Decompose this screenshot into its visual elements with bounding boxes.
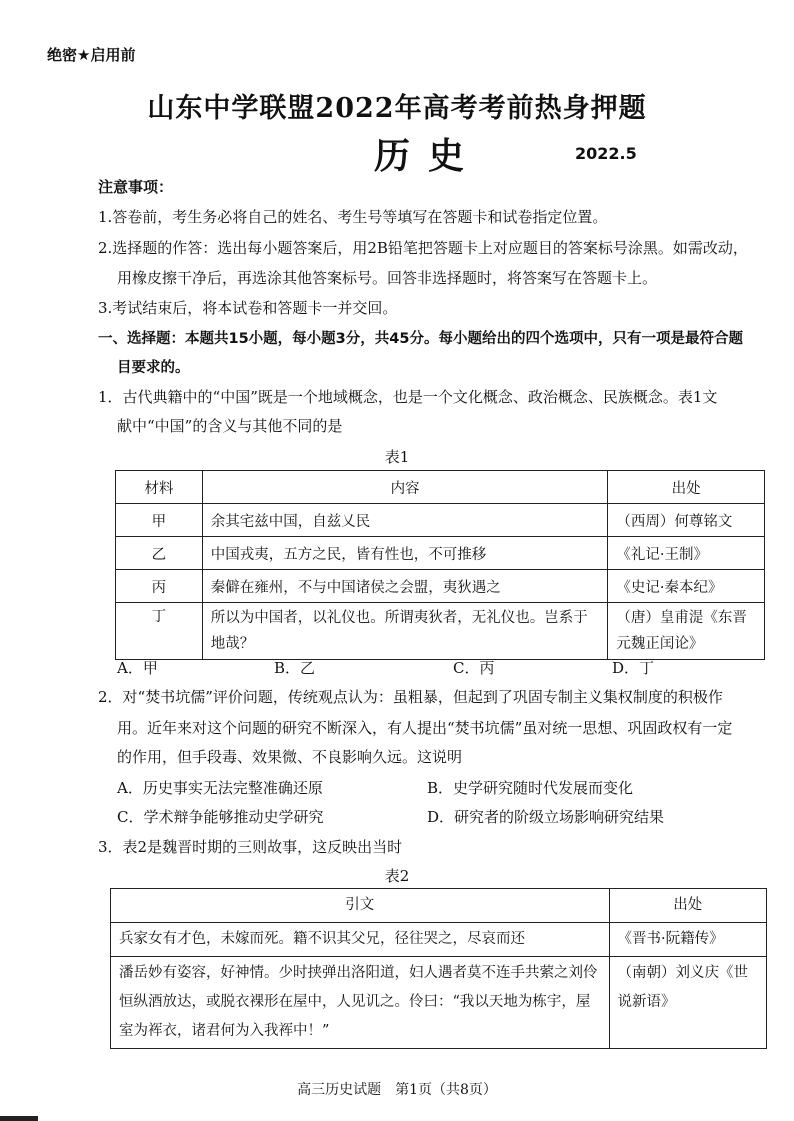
section-heading-cont: 目要求的。: [117, 360, 190, 376]
table-header: 内容: [202, 471, 608, 504]
row-label: 甲: [116, 504, 203, 537]
question-2-stem-cont: 的作用，但手段毒、效果微、不良影响久远。这说明: [117, 748, 463, 766]
exam-date: 2022.5: [575, 144, 637, 163]
row-source: 《晋书·阮籍传》: [609, 923, 766, 957]
notice-line: 2.选择题的作答：选出每小题答案后，用2B铅笔把答题卡上对应题目的答案标号涂黑。如需改动，: [98, 239, 748, 257]
table-header: 引文: [111, 889, 610, 923]
row-quote: 潘岳妙有姿容，好神情。少时挟弹出洛阳道，妇人遇者莫不连手共萦之刘伶恒纵酒放达，或脱衣裸形在屋中，人见讥之。伶曰：“我以天地为栋宇，屋室为裈衣，诸君何为入我裈中！”: [111, 957, 610, 1049]
table-2-caption: 表2: [384, 867, 410, 885]
row-quote: 兵家女有才色，未嫁而死。籍不识其父兄，径往哭之，尽哀而还: [111, 923, 610, 957]
option-b: B．史学研究随时代发展而变化: [427, 779, 634, 797]
table-row: [111, 923, 767, 957]
table-2: [110, 888, 767, 1049]
exam-title: 山东中学联盟2022年高考考前热身押题: [147, 93, 647, 124]
table-header: 出处: [608, 471, 765, 504]
row-content: 秦僻在雍州，不与中国诸侯之会盟，夷狄遇之: [202, 570, 608, 603]
question-3-stem: 3．表2是魏晋时期的三则故事，这反映出当时: [98, 838, 403, 856]
row-content: 余其宅兹中国，自兹乂民: [202, 504, 608, 537]
section-heading: 一、选择题：本题共15小题，每小题3分，共45分。每小题给出的四个选项中，只有一项是最符合题: [98, 331, 743, 347]
row-source: （唐）皇甫湜《东晋元魏正闰论》: [608, 603, 765, 660]
row-source: 《史记·秦本纪》: [608, 570, 765, 603]
option-b: B．乙: [274, 659, 316, 677]
option-a: A．甲: [117, 659, 158, 677]
table-1-caption: 表1: [384, 448, 410, 466]
row-label: 丁: [116, 603, 203, 660]
notice-line: 用橡皮擦干净后，再选涂其他答案标号。回答非选择题时，将答案写在答题卡上。: [117, 269, 658, 287]
row-label: 乙: [116, 537, 203, 570]
table-row: [116, 504, 765, 537]
question-2-stem: 2．对“焚书坑儒”评价问题，传统观点认为：虽粗暴，但起到了巩固专制主义集权制度的积极作: [98, 688, 723, 706]
row-content: 所以为中国者，以礼仪也。所谓夷狄者，无礼仪也。岂系于地哉？: [202, 603, 608, 660]
question-1-stem: 1．古代典籍中的“中国”既是一个地域概念，也是一个文化概念、政治概念、民族概念。表1文: [98, 388, 718, 406]
option-d: D．丁: [612, 659, 655, 677]
subject-title: 历史: [374, 135, 483, 177]
row-source: （南朝）刘义庆《世说新语》: [609, 957, 766, 1049]
table-row: [111, 957, 767, 1049]
option-a: A．历史事实无法完整准确还原: [117, 779, 323, 797]
table-row: [116, 537, 765, 570]
notice-line: 1.答卷前，考生务必将自己的姓名、考生号等填写在答题卡和试卷指定位置。: [98, 208, 608, 226]
table-row: [116, 570, 765, 603]
table-1: [115, 470, 765, 660]
row-label: 丙: [116, 570, 203, 603]
confidential-mark: 绝密★启用前: [47, 46, 136, 64]
row-source: 《礼记·王制》: [608, 537, 765, 570]
row-content: 中国戎夷，五方之民，皆有性也，不可推移: [202, 537, 608, 570]
notice-heading: 注意事项：: [98, 178, 174, 196]
option-c: C．学术辩争能够推动史学研究: [117, 808, 324, 826]
row-source: （西周）何尊铭文: [608, 504, 765, 537]
question-1-stem-cont: 献中“中国”的含义与其他不同的是: [117, 417, 343, 435]
table-row: [116, 603, 765, 660]
option-d: D．研究者的阶级立场影响研究结果: [427, 808, 665, 826]
question-2-stem-cont: 用。近年来对这个问题的研究不断深入，有人提出“焚书坑儒”虽对统一思想、巩固政权有一定: [117, 719, 733, 737]
notice-line: 3.考试结束后，将本试卷和答题卡一并交回。: [98, 299, 398, 317]
table-header: 材料: [116, 471, 203, 504]
corner-mark: [0, 1116, 38, 1121]
option-c: C．丙: [453, 659, 495, 677]
table-header: 出处: [609, 889, 766, 923]
page-footer: 高三历史试题 第1页（共8页）: [297, 1082, 497, 1098]
